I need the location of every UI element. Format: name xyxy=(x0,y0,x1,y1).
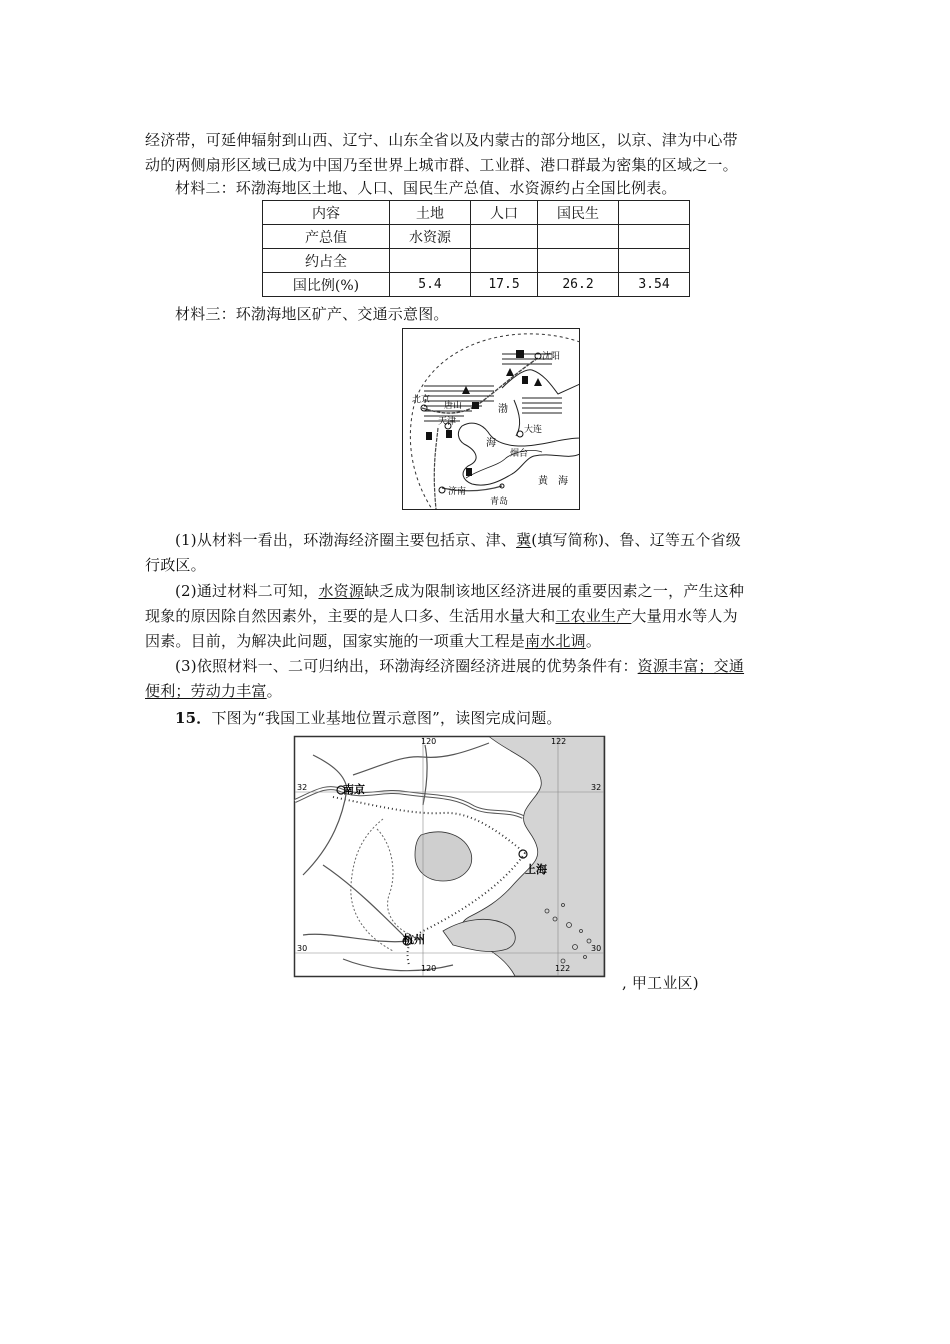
table-cell: 土地 xyxy=(390,201,471,225)
label-qingdao: 青岛 xyxy=(490,497,509,507)
q15-text: 下图为“我国工业基地位置示意图”，读图完成问题。 xyxy=(211,709,562,727)
table-cell: 3.54 xyxy=(619,273,690,297)
q3-line-1 xyxy=(175,654,744,678)
table-cell xyxy=(471,225,538,249)
q2-text-b: 缺乏成为限制该地区经济进展的重要因素之一，产生这种 xyxy=(364,582,745,600)
table-cell: 国比例(%) xyxy=(263,273,390,297)
label-jinan: 济南 xyxy=(448,487,467,497)
table-cell: 5.4 xyxy=(390,273,471,297)
q2-text-d: 大量用水等人为 xyxy=(631,607,738,625)
label-lon120-top: 120 xyxy=(421,737,437,746)
intro-line-2: 动的两侧扇形区域已成为中国乃至世界上城市群、工业群、港口群最为密集的区域之一。 xyxy=(145,156,738,174)
table-cell xyxy=(471,249,538,273)
material2-caption: 材料二：环渤海地区土地、人口、国民生产总值、水资源约占全国比例表。 xyxy=(175,179,677,197)
label-yantai: 烟台 xyxy=(510,449,529,459)
label-tianjin: 天津 xyxy=(438,417,457,427)
label-nanjing: 南京 xyxy=(343,783,365,796)
q2-answer-1: 水资源 xyxy=(318,582,365,600)
intro-line-1: 经济带，可延伸辐射到山西、辽宁、山东全省以及内蒙古的部分地区，以京、津为中心带 xyxy=(145,131,738,149)
label-lat32-right: 32 xyxy=(591,783,602,792)
label-shanghai: 上海 xyxy=(525,863,547,876)
table-row xyxy=(263,201,690,225)
q2-line-2 xyxy=(145,604,738,628)
label-lon122-bottom: 122 xyxy=(555,964,571,973)
q3-answer-b: 便利；劳动力丰富 xyxy=(145,682,267,700)
label-lon120-bottom: 120 xyxy=(421,964,437,973)
label-hangzhou: 杭州 xyxy=(403,933,425,946)
q2-line-3 xyxy=(145,629,601,653)
q3-line-2 xyxy=(145,679,282,703)
yangtze-delta-map xyxy=(293,735,606,978)
q2-text-e: 因素。目前，为解决此问题，国家实施的一项重大工程是 xyxy=(145,632,526,650)
label-lat32-left: 32 xyxy=(297,783,308,792)
q3-text-b: 。 xyxy=(266,682,282,700)
q1-line-1 xyxy=(175,528,741,552)
table-cell xyxy=(390,249,471,273)
bohai-map xyxy=(402,328,580,510)
table-cell: 约占全 xyxy=(263,249,390,273)
table-cell xyxy=(538,249,619,273)
label-beijing: 北京 xyxy=(412,395,431,405)
q2-text-a: (2)通过材料二可知， xyxy=(175,582,319,600)
q1-text-a: (1)从材料一看出，环渤海经济圈主要包括京、津、 xyxy=(175,531,517,549)
label-hai: 海 xyxy=(486,438,496,449)
q1-answer: 冀 xyxy=(516,531,532,549)
map-caption-tail: , 甲工业区) xyxy=(622,974,699,992)
q3-answer-a: 资源丰富；交通 xyxy=(637,657,745,675)
table-row xyxy=(263,249,690,273)
material3-caption: 材料三：环渤海地区矿产、交通示意图。 xyxy=(175,305,449,323)
q2-text-c: 现象的原因除自然因素外，主要的是人口多、生活用水量大和 xyxy=(145,607,556,625)
label-lon122: 122 xyxy=(551,737,567,746)
table-cell: 水资源 xyxy=(390,225,471,249)
table-cell: 国民生 xyxy=(538,201,619,225)
table-row xyxy=(263,225,690,249)
table-cell: 26.2 xyxy=(538,273,619,297)
q1-text-b: (填写简称)、鲁、辽等五个省级 xyxy=(531,531,741,549)
table-cell: 内容 xyxy=(263,201,390,225)
table-cell: 人口 xyxy=(471,201,538,225)
table-cell: 产总值 xyxy=(263,225,390,249)
q15-number: 15． xyxy=(175,709,212,727)
q2-answer-2: 工农业生产 xyxy=(555,607,632,625)
label-lat30-left: 30 xyxy=(297,944,308,953)
q1-line-2: 行政区。 xyxy=(145,556,206,574)
q15-line xyxy=(175,706,562,730)
table-cell xyxy=(619,225,690,249)
label-dalian: 大连 xyxy=(524,425,543,435)
table-row xyxy=(263,273,690,297)
table-cell xyxy=(619,249,690,273)
table-cell xyxy=(538,225,619,249)
label-bo: 渤 xyxy=(498,404,508,415)
label-tangshan: 唐山 xyxy=(444,401,463,411)
q2-text-f: 。 xyxy=(585,632,602,650)
table-cell xyxy=(619,201,690,225)
q2-answer-3: 南水北调 xyxy=(525,632,586,650)
label-lat30-right: 30 xyxy=(591,944,602,953)
q3-text-a: (3)依照材料一、二可归纳出，环渤海经济圈经济进展的优势条件有： xyxy=(175,657,638,675)
label-huanghai: 黄 海 xyxy=(538,476,568,487)
q2-line-1 xyxy=(175,579,744,603)
label-shenyang: 沈阳 xyxy=(542,352,561,362)
material2-table xyxy=(262,200,690,297)
table-cell: 17.5 xyxy=(471,273,538,297)
